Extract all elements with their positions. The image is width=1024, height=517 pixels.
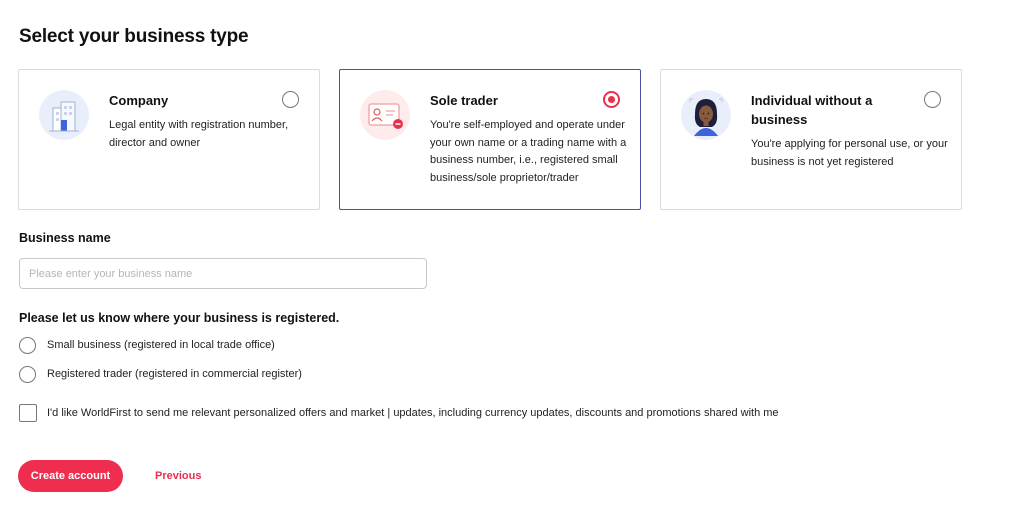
registration-option-small-business[interactable]: [19, 336, 275, 354]
consent-checkbox[interactable]: [19, 404, 37, 422]
option-label: Small business (registered in local trade office): [47, 339, 275, 351]
card-title: Company: [109, 93, 169, 108]
card-title: Individual without a business: [751, 93, 873, 127]
company-building-icon: [39, 90, 89, 140]
radio-sole-trader[interactable]: [603, 91, 620, 108]
create-account-button[interactable]: Create account: [18, 460, 123, 492]
radio-registered-trader[interactable]: [19, 366, 36, 383]
card-description: You're applying for personal use, or your business is not yet registered: [751, 138, 948, 168]
card-title: Sole trader: [430, 93, 498, 108]
option-label: Registered trader (registered in commercial register): [47, 368, 302, 380]
card-description: You're self-employed and operate under your own name or a trading name with a business number, i.e., registered small business/sole proprietor/trader: [430, 119, 627, 184]
business-type-card-sole-trader[interactable]: [339, 69, 641, 210]
previous-link[interactable]: Previous: [155, 470, 202, 482]
business-type-card-company[interactable]: [18, 69, 320, 210]
radio-small-business[interactable]: [19, 337, 36, 354]
registration-option-registered-trader[interactable]: [19, 365, 302, 383]
radio-company[interactable]: [282, 91, 299, 108]
consent-label: I'd like WorldFirst to send me relevant personalized offers and market | updates, including currency updates, discounts and promotions shared with me: [47, 406, 779, 419]
business-name-input[interactable]: [19, 258, 427, 289]
person-portrait-icon: [681, 90, 731, 140]
marketing-consent[interactable]: [19, 403, 779, 422]
page-title: Select your business type: [19, 26, 249, 47]
id-card-icon: [360, 90, 410, 140]
business-name-label: Business name: [19, 231, 111, 245]
registration-question: Please let us know where your business is registered.: [19, 311, 340, 325]
card-description: Legal entity with registration number, director and owner: [109, 119, 289, 149]
business-type-card-individual[interactable]: [660, 69, 962, 210]
radio-individual[interactable]: [924, 91, 941, 108]
